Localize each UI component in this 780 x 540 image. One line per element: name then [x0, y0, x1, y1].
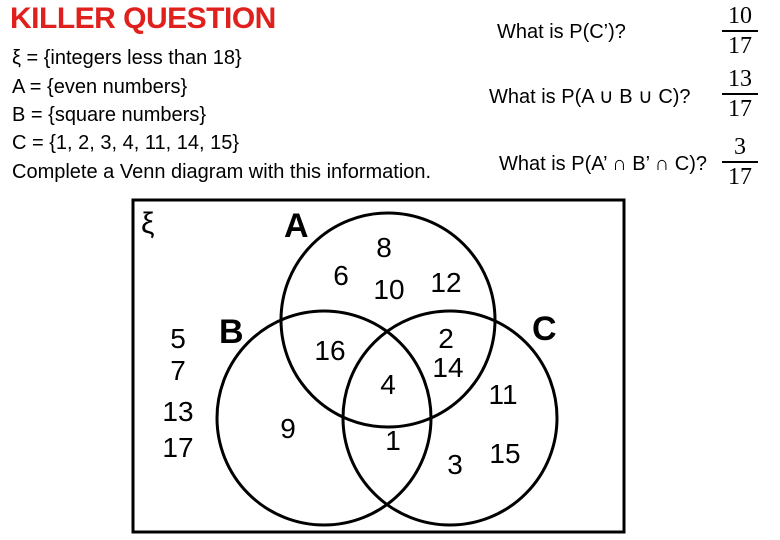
answer-2-numerator: 13 — [728, 66, 752, 92]
universal-set-label: ξ — [141, 207, 155, 240]
set-c-definition: C = {1, 2, 3, 4, 11, 14, 15} — [12, 132, 240, 154]
answer-2-denominator: 17 — [728, 96, 752, 122]
region-a-and-b-value: 16 — [314, 335, 346, 366]
region-c-only-value: 11 — [488, 379, 518, 410]
region-a-only-value: 6 — [333, 260, 349, 291]
answer-1-numerator: 10 — [728, 3, 752, 29]
region-outside-value: 13 — [162, 396, 194, 427]
set-a-label: A — [284, 207, 309, 245]
region-a-and-c-value: 2 — [438, 323, 454, 354]
set-c-label: C — [532, 310, 557, 348]
region-b-only-value: 9 — [280, 413, 296, 444]
page-title: KILLER QUESTION — [10, 2, 276, 35]
question-p-a-b-complement-c: What is P(A’ ∩ B’ ∩ C)? — [499, 153, 708, 175]
universal-set-definition: ξ = {integers less than 18} — [12, 47, 242, 69]
region-a-b-c-value: 4 — [380, 369, 396, 400]
answer-3-denominator: 17 — [728, 164, 752, 190]
region-a-only-value: 12 — [430, 267, 462, 298]
region-c-only-value: 3 — [447, 449, 463, 480]
question-p-a-union-b-union-c: What is P(A ∪ B ∪ C)? — [489, 86, 691, 108]
answer-1-denominator: 17 — [728, 33, 752, 59]
set-b-definition: B = {square numbers} — [12, 104, 207, 126]
region-a-only-value: 8 — [376, 232, 392, 263]
set-a-definition: A = {even numbers} — [12, 76, 188, 98]
region-b-and-c-value: 1 — [385, 425, 401, 456]
region-a-only-value: 10 — [373, 274, 405, 305]
region-outside-value: 5 — [170, 323, 186, 354]
region-a-and-c-value: 14 — [432, 352, 464, 383]
region-c-only-value: 15 — [489, 438, 521, 469]
region-outside-value: 7 — [170, 355, 186, 386]
instruction-text: Complete a Venn diagram with this information. — [12, 161, 432, 183]
answer-3-numerator: 3 — [734, 134, 746, 160]
question-p-c-complement: What is P(C’)? — [497, 21, 626, 43]
set-b-label: B — [219, 313, 244, 351]
region-outside-value: 17 — [162, 432, 194, 463]
